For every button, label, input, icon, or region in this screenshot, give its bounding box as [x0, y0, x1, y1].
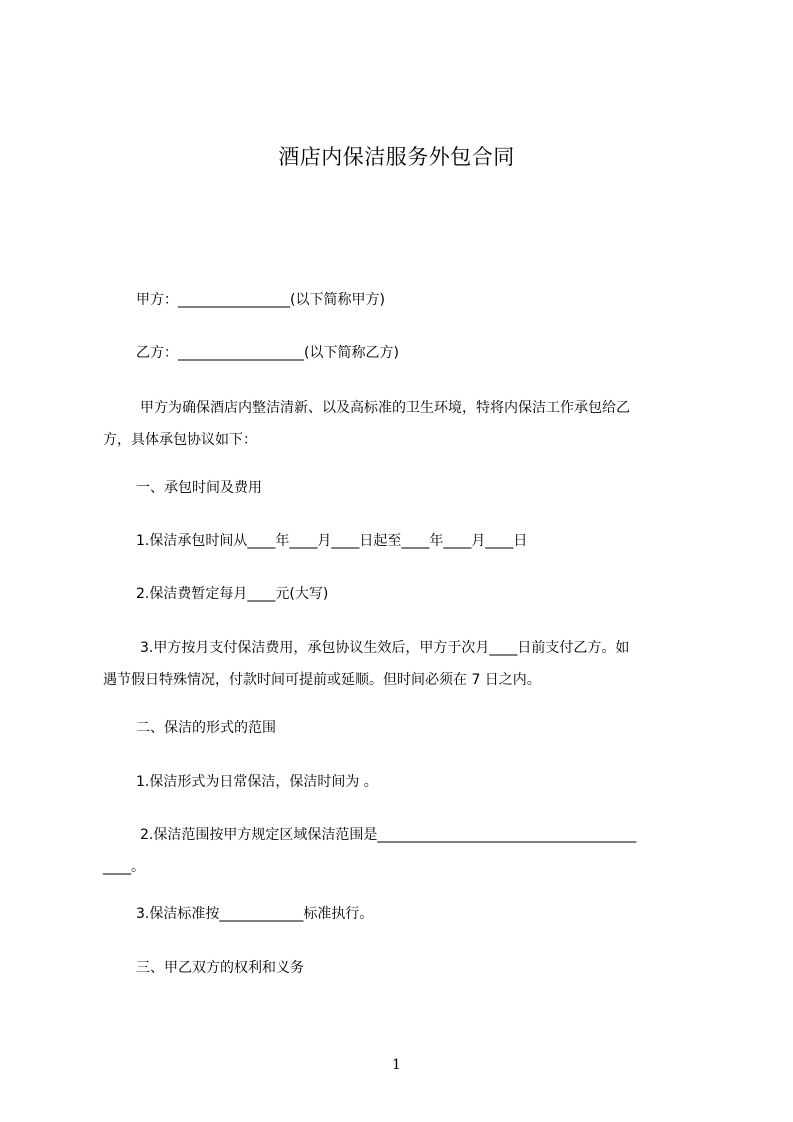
section-heading-3 — [103, 952, 703, 984]
text-line: 甲方为确保酒店内整洁清新、以及高标准的卫生环境，特将内保洁工作承包给乙 — [140, 400, 630, 416]
text-line: 遇节假日特殊情况，付款时间可提前或延顺。但时间必须在 7 日之内。 — [103, 672, 541, 688]
text-line: 二、保洁的形式的范围 — [136, 720, 276, 736]
party-b-line — [103, 337, 703, 369]
clause-1-3 — [103, 632, 703, 696]
text-line: 三、甲乙双方的权利和义务 — [136, 960, 304, 976]
text-line: 1.保洁形式为日常保洁，保洁时间为 。 — [136, 774, 378, 790]
clause-1-1 — [103, 525, 703, 557]
text-line: 3.甲方按月支付保洁费用，承包协议生效后，甲方于次月____日前支付乙方。如 — [140, 640, 630, 656]
text-line: 乙方：__________________(以下简称乙方) — [136, 345, 399, 361]
clause-2-1 — [103, 766, 703, 798]
clause-2-3 — [103, 898, 703, 930]
clause-2-2 — [103, 819, 703, 883]
page-number: 1 — [392, 1057, 401, 1073]
section-heading-1 — [103, 472, 703, 504]
document-title: 酒店内保洁服务外包合同 — [278, 145, 515, 169]
text-line: 2.保洁费暂定每月____元(大写) — [136, 586, 329, 602]
text-line: 甲方：________________(以下简称甲方) — [136, 292, 385, 308]
party-a-line — [103, 284, 703, 316]
text-line: 1.保洁承包时间从____年____月____日起至____年____月____日 — [136, 533, 528, 549]
text-line: 一、承包时间及费用 — [136, 480, 262, 496]
text-line: 方，具体承包协议如下： — [103, 432, 257, 448]
intro-paragraph — [103, 392, 703, 456]
text-line: 2.保洁范围按甲方规定区域保洁范围是_____________________________________ — [140, 827, 637, 843]
text-line: ____。 — [103, 859, 145, 875]
text-line: 3.保洁标准按____________标准执行。 — [136, 906, 374, 922]
clause-1-2 — [103, 578, 703, 610]
section-heading-2 — [103, 712, 703, 744]
